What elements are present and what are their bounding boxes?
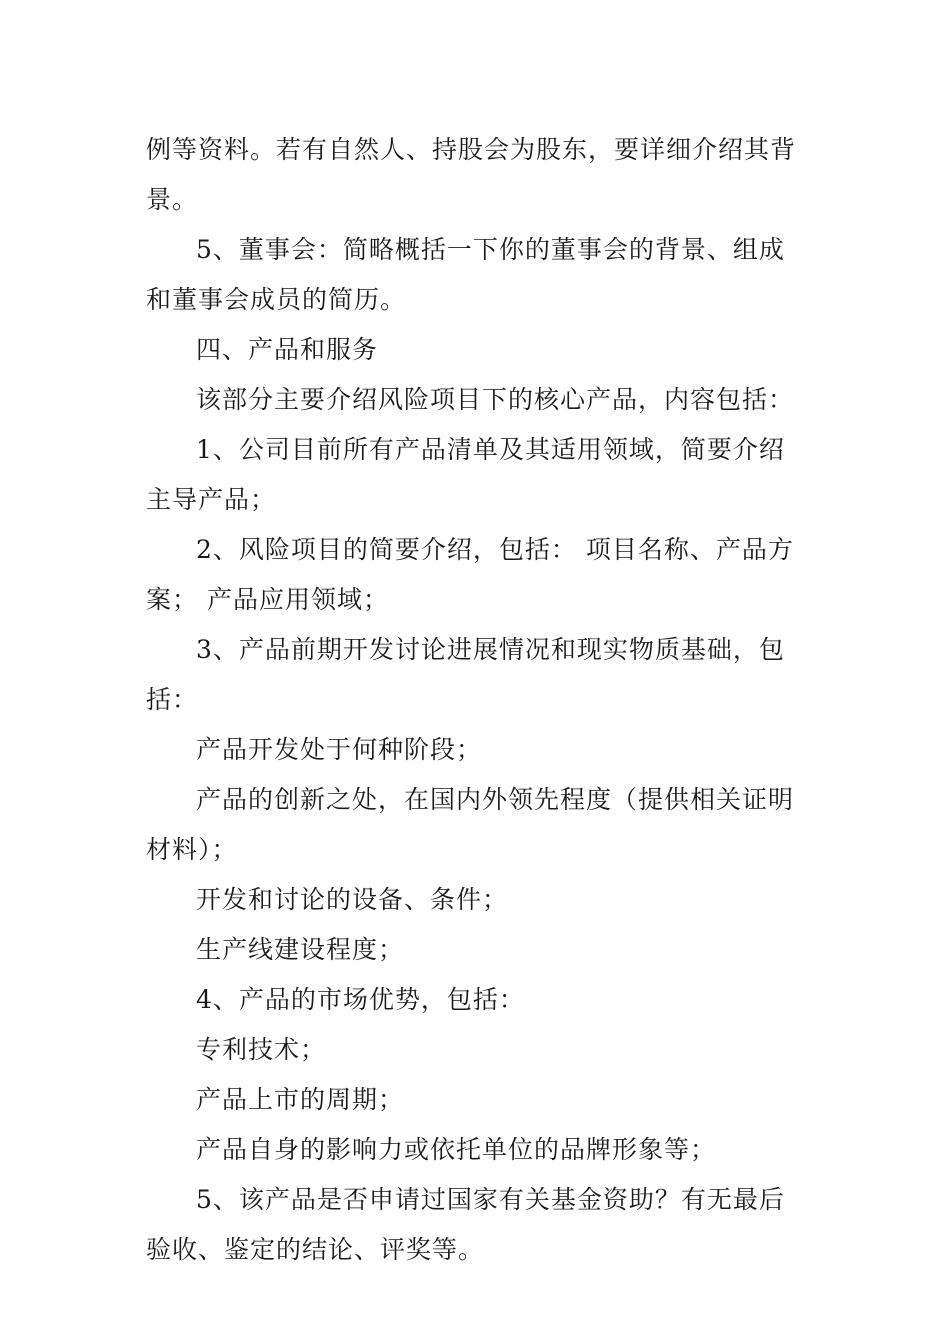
paragraph-equipment-conditions: 开发和讨论的设备、条件； — [196, 885, 509, 914]
paragraph-development-stage: 产品开发处于何种阶段； — [196, 735, 483, 764]
paragraph-item-3-development-progress: 3、产品前期开发讨论进展情况和现实物质基础，包括： — [146, 635, 785, 714]
document-body — [146, 125, 810, 1275]
paragraph-innovation: 产品的创新之处，在国内外领先程度（提供相关证明材料）； — [146, 785, 795, 864]
paragraph-section-intro: 该部分主要介绍风险项目下的核心产品，内容包括： — [196, 385, 795, 414]
paragraph-board-of-directors: 5、董事会：简略概括一下你的董事会的背景、组成和董事会成员的简历。 — [146, 235, 785, 314]
paragraph-production-line: 生产线建设程度； — [196, 935, 405, 964]
paragraph-item-2-project-intro: 2、风险项目的简要介绍，包括： 项目名称、产品方案； 产品应用领域； — [146, 535, 794, 614]
paragraph-patent: 专利技术； — [196, 1035, 327, 1064]
paragraph-brand-influence: 产品自身的影响力或依托单位的品牌形象等； — [196, 1135, 717, 1164]
paragraph-item-1-product-list: 1、公司目前所有产品清单及其适用领域，简要介绍主导产品； — [146, 435, 785, 514]
section-heading-products-services: 四、产品和服务 — [196, 335, 379, 364]
paragraph-item-5-funding: 5、该产品是否申请过国家有关基金资助？有无最后验收、鉴定的结论、评奖等。 — [146, 1185, 785, 1264]
paragraph-shareholder-background: 例等资料。若有自然人、持股会为股东，要详细介绍其背景。 — [146, 135, 797, 214]
paragraph-item-4-market-advantage: 4、产品的市场优势，包括： — [196, 985, 525, 1014]
paragraph-market-cycle: 产品上市的周期； — [196, 1085, 405, 1114]
